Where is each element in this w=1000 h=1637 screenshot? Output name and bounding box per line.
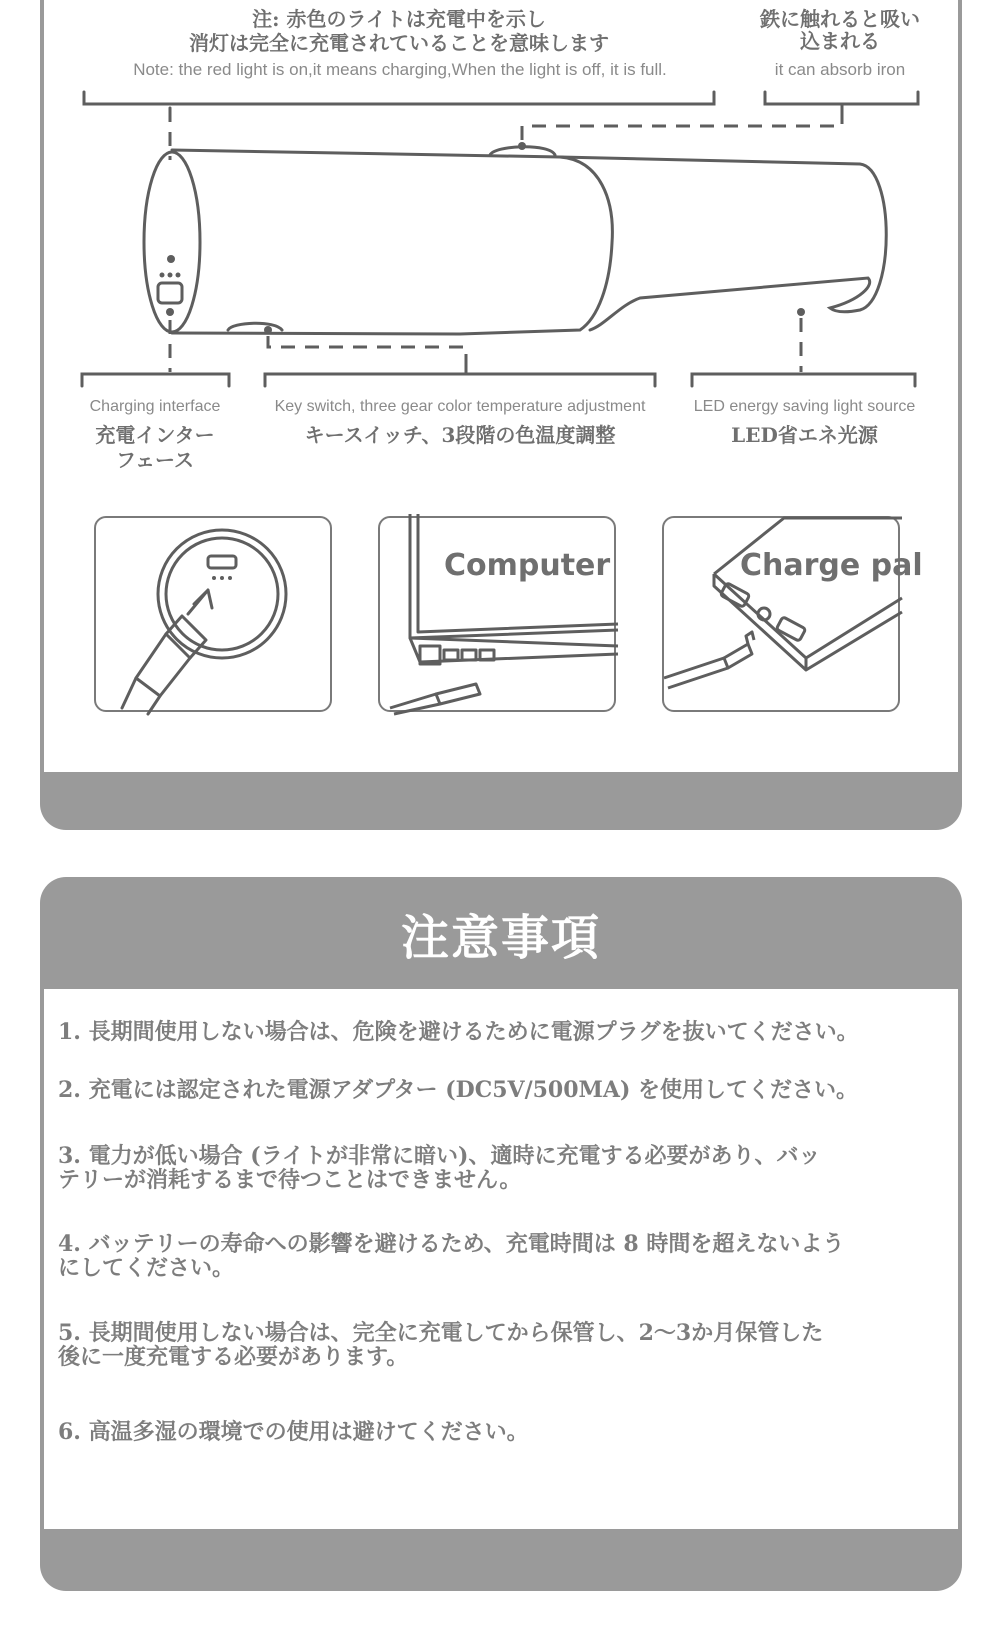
- precaution-item-3: [58, 1144, 918, 1192]
- charging-bracket: [82, 374, 229, 386]
- led-label-jp: LED省エネ光源: [731, 423, 878, 447]
- top-note-bracket: [84, 92, 714, 104]
- precaution-item-2-line1: 2. 充電には認定された電源アダプター (DC5V/500MA) を使用してください。: [58, 1077, 859, 1103]
- magnet-bracket: [765, 92, 918, 104]
- precaution-item-1: [58, 1020, 918, 1044]
- precaution-item-6-line1: 6. 高温多湿の環境での使用は避けてください。: [58, 1419, 529, 1445]
- key-switch-label-jp: キースイッチ、3段階の色温度調整: [304, 423, 616, 447]
- precautions-title: 注意事項: [400, 909, 601, 966]
- magnet-note-jp-line1: 鉄に触れると吸い: [760, 7, 920, 31]
- led-bracket: [692, 374, 915, 386]
- top-note-jp-line2: 消灯は完全に充電されていることを意味します: [189, 31, 609, 55]
- precaution-item-3-line1: 3. 電力が低い場合 (ライトが非常に暗い)、適時に充電する必要があり、バッ: [58, 1143, 821, 1169]
- precaution-item-4-line2: にしてください。: [58, 1255, 235, 1281]
- key-switch-bracket: [265, 374, 655, 386]
- precaution-item-4-line1: 4. バッテリーの寿命への影響を避けるため、充電時間は 8 時間を超えないよう: [58, 1231, 845, 1257]
- magnet-note-en: it can absorb iron: [774, 60, 906, 79]
- precaution-item-5-line2: 後に一度充電する必要があります。: [58, 1344, 409, 1370]
- magnet-note-jp-line2: 込まれる: [800, 29, 880, 53]
- charging-label-en: Charging interface: [89, 398, 221, 415]
- lamp-body: [172, 150, 612, 334]
- precaution-item-6: [58, 1420, 918, 1444]
- precaution-item-5-line1: 5. 長期間使用しない場合は、完全に充電してから保管し、2〜3か月保管した: [58, 1320, 824, 1346]
- usb-port-card: [94, 516, 332, 712]
- precaution-item-2: [58, 1078, 918, 1102]
- lamp-end-cap: [144, 152, 200, 332]
- computer-label: Computer: [444, 548, 611, 583]
- usb-plug-icon: [96, 518, 334, 714]
- precaution-item-5: [58, 1321, 918, 1369]
- computer-card: [378, 516, 616, 712]
- led-label-en: LED energy saving light source: [693, 398, 916, 415]
- precaution-item-3-line2: テリーが消耗するまで待つことはできません。: [58, 1167, 522, 1193]
- lamp-head: [560, 157, 886, 330]
- top-note-jp-line1: 注: 赤色のライトは充電中を示し: [252, 7, 546, 31]
- precaution-item-4: [58, 1232, 918, 1280]
- charge-pal-label: Charge pal: [740, 548, 923, 583]
- charging-label-jp-line2: フェース: [116, 448, 194, 472]
- charging-label-jp-line1: 充電インター: [95, 423, 215, 447]
- charge-pal-card: [662, 516, 923, 712]
- precaution-item-1-line1: 1. 長期間使用しない場合は、危険を避けるために電源プラグを抜いてください。: [58, 1019, 859, 1045]
- top-note-en: Note: the red light is on,it means charging,When the light is off, it is full.: [133, 60, 667, 79]
- key-switch-label-en: Key switch, three gear color temperature adjustment: [274, 398, 646, 415]
